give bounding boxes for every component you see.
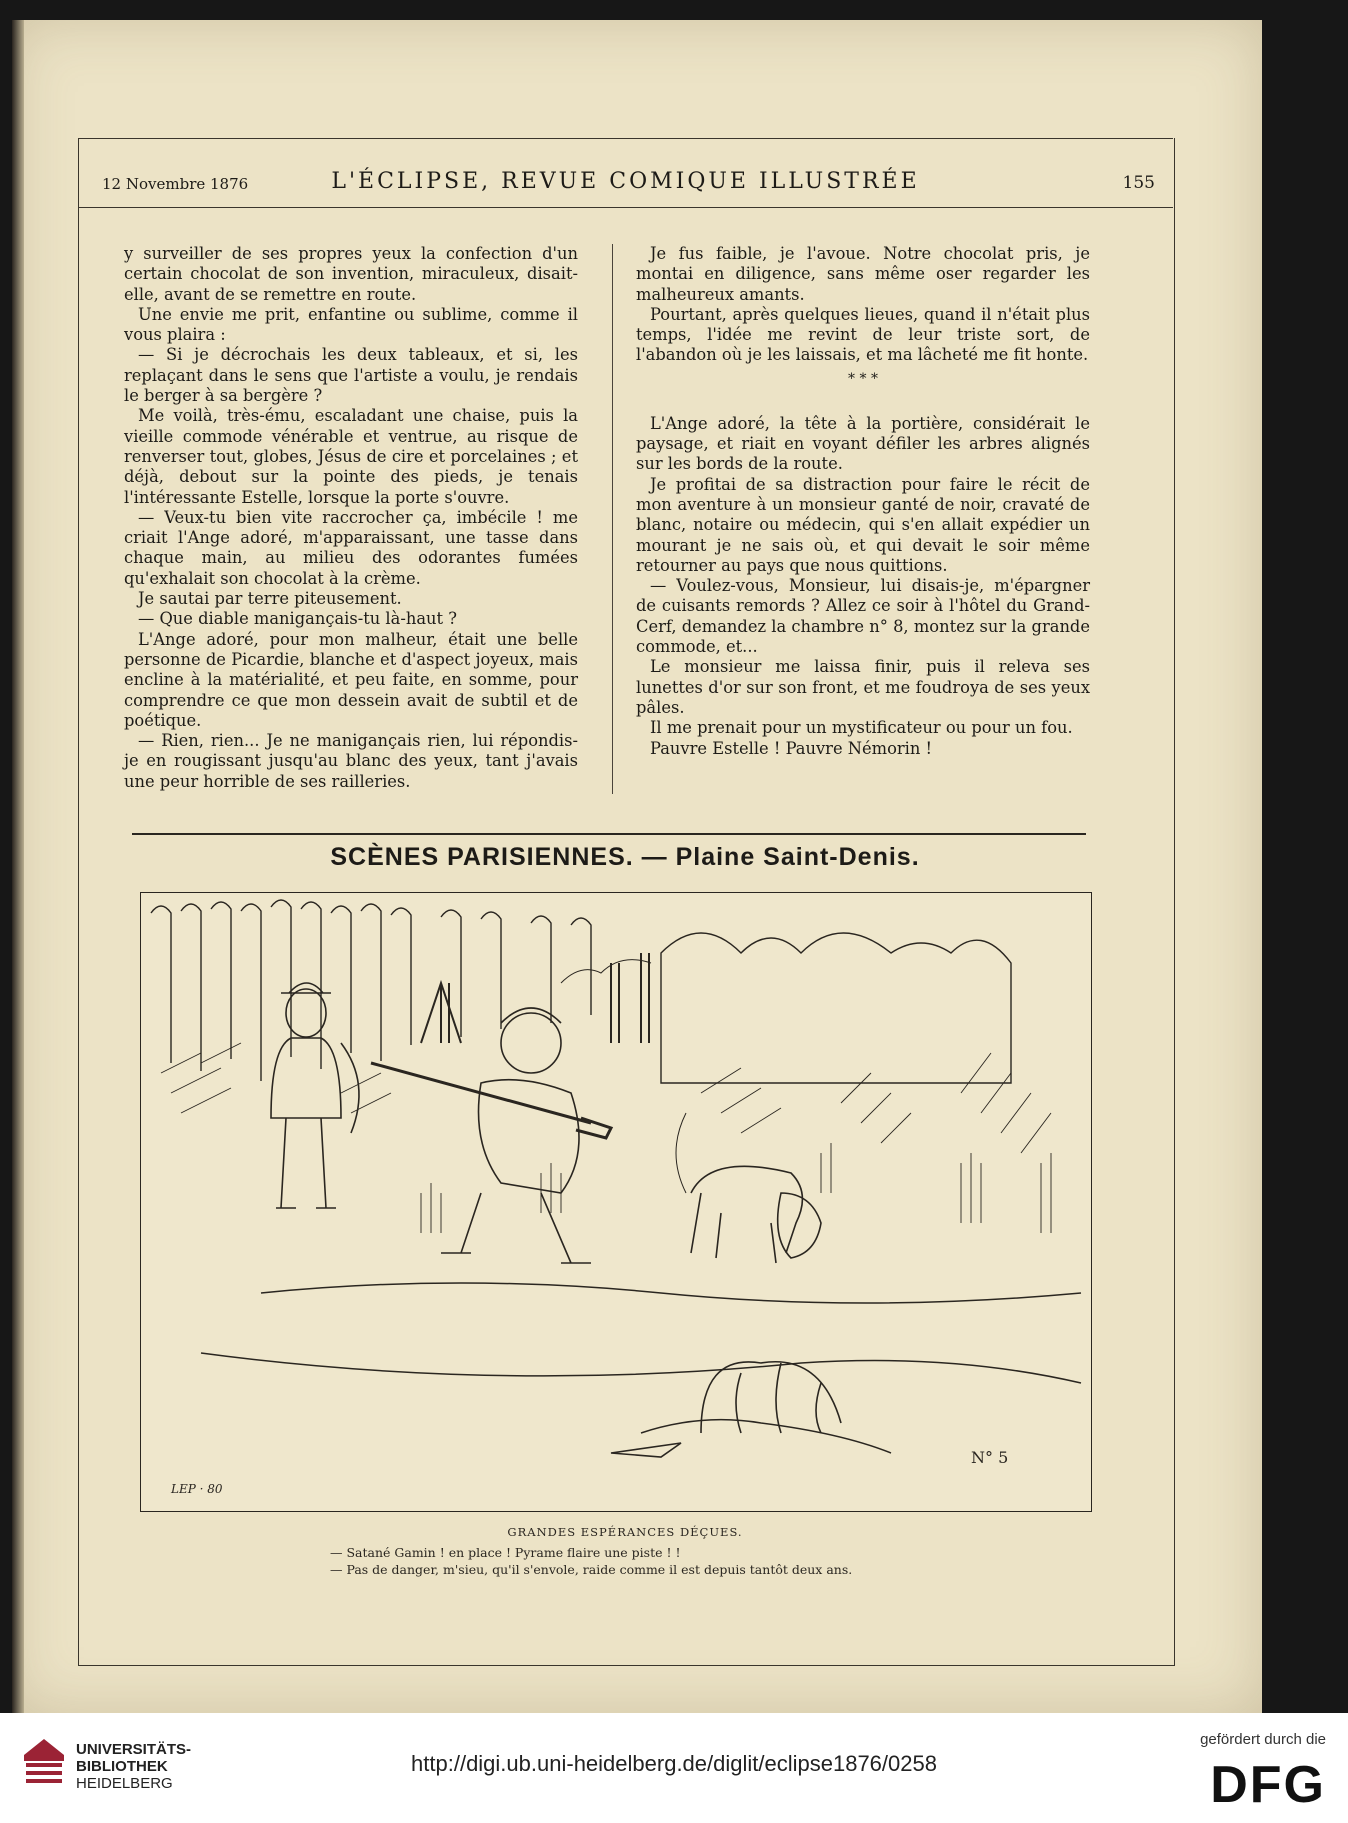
library-name-line: HEIDELBERG xyxy=(76,1775,173,1792)
right-text-column xyxy=(636,244,1090,759)
paragraph: — Veux-tu bien vite raccrocher ça, imbécile ! me criait l'Ange adoré, m'apparaissant, une tasse dans chaque main, au milieu des odorantes fumées qu'exhalait son chocolat à la crème. xyxy=(124,507,578,588)
library-name-line: BIBLIOTHEK xyxy=(76,1758,168,1775)
figure-dog xyxy=(676,1113,821,1263)
library-name-line: UNIVERSITÄTS- xyxy=(76,1741,192,1758)
paragraph: Le monsieur me laissa finir, puis il releva ses lunettes d'or sur son front, et me foudroya de ses yeux pâles. xyxy=(636,657,1090,717)
digitization-footer xyxy=(0,1713,1348,1823)
paragraph: Je profitai de sa distraction pour faire le récit de mon aventure à un monsieur ganté de noir, cravaté de blanc, notaire ou médecin, qui s'en allait expédier un mourant je ne sais où, et qui devait le soir même retourner au pays que nous quittions. xyxy=(636,474,1090,575)
page-header xyxy=(78,138,1173,201)
caption-line: — Pas de danger, m'sieu, qu'il s'envole, raide comme il est depuis tantôt deux ans. xyxy=(330,1562,853,1577)
issue-date: 12 Novembre 1876 xyxy=(102,175,249,193)
paragraph: — Rien, rien... Je ne manigançais rien, lui répondis-je en rougissant jusqu'au blanc des yeux, tant j'avais une peur horrible de ses railleries. xyxy=(124,731,578,791)
poplar-trees xyxy=(151,900,1011,1083)
paragraph: Je sautai par terre piteusement. xyxy=(138,589,402,609)
factory-chimneys xyxy=(421,953,651,1043)
paragraph: Je fus faible, je l'avoue. Notre chocolat pris, je montai en diligence, sans même oser regarder les malheureux amants. xyxy=(636,244,1090,304)
dfg-logo: DFG xyxy=(1210,1756,1326,1814)
paragraph: L'Ange adoré, pour mon malheur, était une belle personne de Picardie, blanche et d'aspect joyeux, mais encline à la matérialité, et peu faite, en somme, pour comprendre ce que mon dessein avait de subtil et de poétique. xyxy=(124,629,578,730)
left-text-column xyxy=(124,244,578,792)
caption-dialogue xyxy=(330,1544,852,1578)
permalink-url[interactable]: http://digi.ub.uni-heidelberg.de/diglit/eclipse1876/0258 xyxy=(411,1751,937,1776)
paragraph: Pourtant, après quelques lieues, quand il n'était plus temps, l'idée me revint de leur triste sort, de l'abandon où je les laissais, et ma lâcheté me fit honte. xyxy=(636,304,1090,365)
paragraph: Pauvre Estelle ! Pauvre Némorin ! xyxy=(650,738,933,758)
page-number: 155 xyxy=(1122,173,1155,193)
caption-line: — Satané Gamin ! en place ! Pyrame flaire une piste ! ! xyxy=(330,1545,681,1560)
artist-signature: LEP · 80 xyxy=(171,1482,223,1496)
figure-boy xyxy=(271,983,359,1208)
caption-title: GRANDES ESPÉRANCES DÉÇUES. xyxy=(507,1525,743,1539)
paragraph: Une envie me prit, enfantine ou sublime, comme il vous plaira : xyxy=(124,304,578,345)
journal-title: L'ÉCLIPSE, REVUE COMIQUE ILLUSTRÉE xyxy=(331,169,920,194)
section-rule xyxy=(132,833,1086,835)
section-break-asterism: * * * xyxy=(848,370,878,387)
plate-number: N° 5 xyxy=(971,1448,1009,1467)
paragraph: L'Ange adoré, la tête à la portière, considérait le paysage, et riait en voyant défiler les arbres alignés sur les bords de la route. xyxy=(636,413,1090,474)
stream-bank xyxy=(201,1283,1081,1453)
engraving-illustration xyxy=(140,892,1092,1512)
section-title: SCÈNES PARISIENNES. — Plaine Saint-Denis. xyxy=(330,843,920,871)
paragraph: — Voulez-vous, Monsieur, lui disais-je, m'épargner de cuisants remords ? Allez ce soir à l'hôtel du Grand-Cerf, demandez la chambre n° 8, montez sur la grande commode, et... xyxy=(636,576,1090,657)
paragraph: Me voilà, très-ému, escaladant une chaise, puis la vieille commode vénérable et ventrue, au risque de renverser tout, globes, Jésus de cire et porcelaines ; et déjà, debout sur la pointe des pieds, je tenais l'intéressante Estelle, lorsque la porte s'ouvre. xyxy=(124,406,578,507)
funded-by-label: gefördert durch die xyxy=(1200,1731,1326,1748)
figure-hunter xyxy=(371,1008,611,1263)
paragraph: — Que diable manigançais-tu là-haut ? xyxy=(138,609,457,629)
column-divider xyxy=(612,244,613,794)
paragraph: y surveiller de ses propres yeux la confection d'un certain chocolat de son invention, miraculeux, disait-elle, avant de se remettre en route. xyxy=(124,244,578,304)
engraving-drawing xyxy=(141,893,1091,1511)
paragraph: Il me prenait pour un mystificateur ou pour un fou. xyxy=(650,718,1073,738)
header-rule xyxy=(78,207,1173,208)
paragraph: — Si je décrochais les deux tableaux, et si, les replaçant dans le sens que l'artiste a voulu, je rendais le berger à sa bergère ? xyxy=(124,345,578,406)
dead-bird-skeleton xyxy=(611,1362,841,1457)
